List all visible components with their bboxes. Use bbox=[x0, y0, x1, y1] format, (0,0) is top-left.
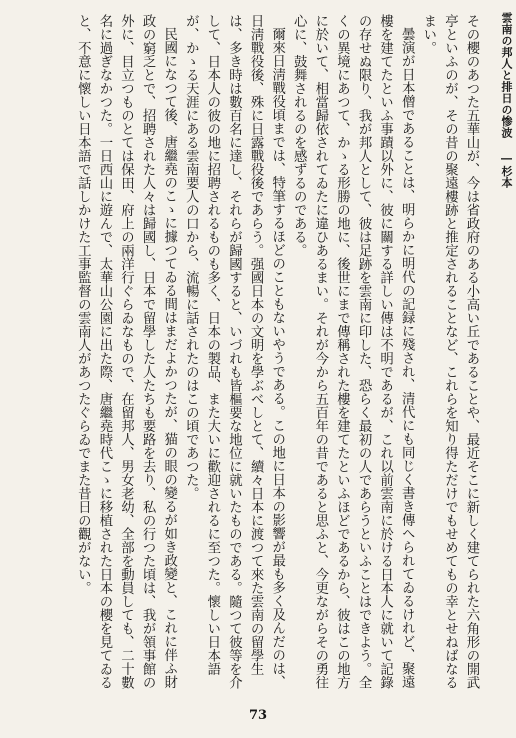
paragraph: 曇演が日本僧であることは、明らかに明代の記録に殘され、清代にも同じく書き傳へられてゐるけれど、聚遠樓を建てたといふ事蹟以外に、彼に關する詳しい傳は不明であるが、これ以前雲南に於ける日本人に就いて記錄の存せぬ限り、我が邦人として、彼は足跡を雲南に印した、恐らく最初の人であらうといふことはできよう。全くの異境にあつて、かゝる形勝の地に、後世にまで傳稱された樓を建てたといふほどであるから、彼はこの地方に於いて、相當歸依されてゐたに違ひあるまい。それが今から五百年の昔であると思ふと、今更ながらその勇往心に、鼓舞されるのを感ずるのである。 bbox=[291, 14, 415, 689]
paragraph: 民國になつて後、唐繼堯のこゝに據つてゐる間はまだよかつたが、猫の眼の變るが如き政變と、これに伴ふ財政の窮乏とで、招聘された人々は歸國し、日本で留學した人たちも要路を去り、私の行つた頃は、我が領事館の外に、目立つものとては保田、府上の兩洋行ぐらゐなもので、在留邦人、男女老幼、全部を動員しても、二十數名に過ぎなかつた。一日西山に遊んで、太華山公園に出た際、唐繼堯時代こゝに移植された日本の櫻を見てゐると、不意に懷しい日本語で話しかけた工事監督の雲南人があつたぐらゐでまた昔日の觀がない。 bbox=[75, 14, 177, 689]
body-text bbox=[12, 14, 482, 694]
page-number: 73 bbox=[248, 708, 268, 723]
paragraph: その櫻のあつた五華山が、今は省政府のある小高い丘であることや、最近そこに新しく建てられた六角形の開武亭といふのが、その昔の聚遠樓跡と推定されることなど、これらを知り得ただけでもせめてもの幸とせねばなるまい。 bbox=[420, 14, 479, 689]
paragraph: 爾來日淸戰役頃までは、特筆するほどのこともないやうである。この地に日本の影響が最も多く及んだのは、日淸戰役後、殊に日露戰役後であらう。强國日本の文明を學ぶべしとて、續々日本に渡つて來た雲南の留學生は、多き時は數百名に達し、それらが歸國すると、いづれも皆樞要な地位に就いたものである。隨つて彼等を介して、日本人の彼の地に招聘されるものも多く、日本の製品、また大いに歡迎されるに至つた。懷しい日本語が、かゝる天涯にある雲南要人の口から、流暢に話されたのはこの頃であつた。 bbox=[183, 14, 285, 689]
running-header: 雲南の邦人と排日の惨波 ―杉本 bbox=[500, 12, 513, 189]
